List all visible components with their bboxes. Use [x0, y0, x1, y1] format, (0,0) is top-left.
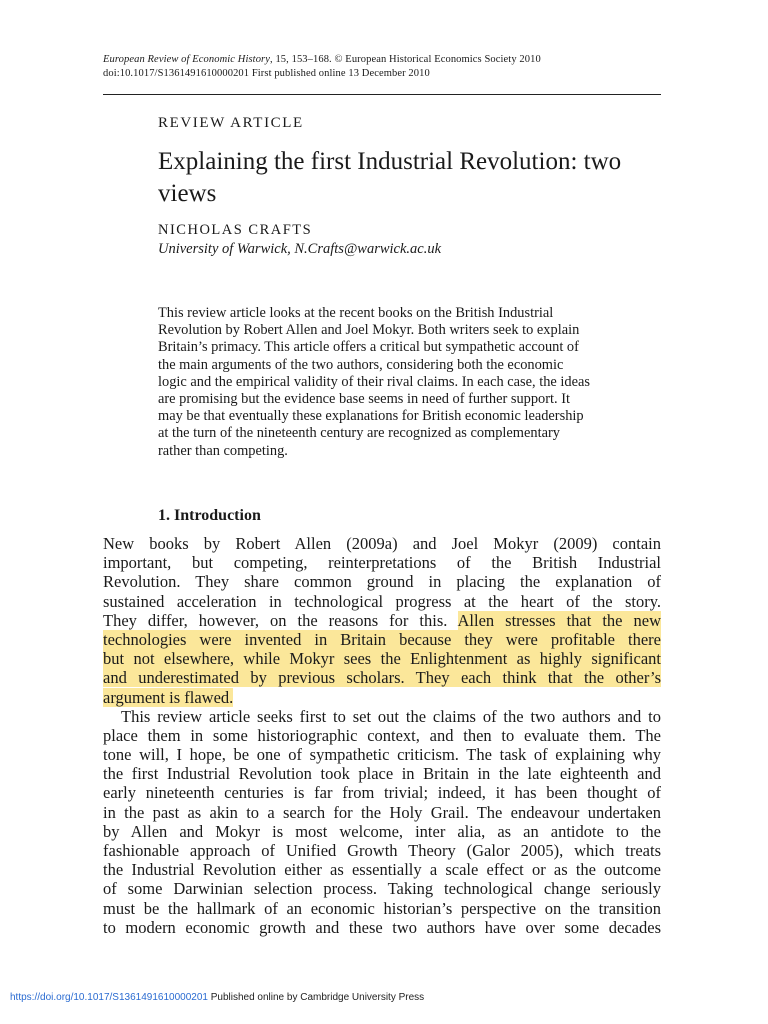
highlighted-text: technologies were invented in Britain because they were profitable there: [103, 629, 661, 649]
abstract-line: are promising but the evidence base seems in need of further support. It: [158, 391, 571, 408]
paragraph-2-line: This review article seeks first to set out the claims of the two authors and to: [121, 706, 661, 726]
paragraph-1-line: important, but competing, reinterpretations of the British Industrial: [103, 553, 661, 573]
paragraph-2-line: by Allen and Mokyr is most welcome, inter alia, as an antidote to the: [103, 821, 661, 841]
body-text: [103, 534, 661, 937]
journal-volume-copyright: , 15, 153–168. © European Historical Economics Society 2010: [270, 54, 541, 65]
article-type-label: REVIEW ARTICLE: [158, 115, 304, 131]
paragraph-2-line: of some Darwinian selection process. Taking technological change seriously: [103, 879, 661, 899]
paragraph-2-line: place them in some historiographic context, and then to evaluate them. The: [103, 725, 661, 745]
abstract-line: Britain’s primacy. This article offers a critical but sympathetic account of: [158, 339, 579, 356]
abstract-line: may be that eventually these explanations for British economic leadership: [158, 408, 584, 425]
abstract-line: Revolution by Robert Allen and Joel Mokyr. Both writers seek to explain: [158, 322, 580, 339]
header-rule: [103, 94, 661, 95]
highlighted-text: but not elsewhere, while Mokyr sees the Enlightenment as highly significant: [103, 649, 661, 669]
author-name: NICHOLAS CRAFTS: [158, 222, 313, 238]
paragraph-1-line: Revolution. They share common ground in placing the explanation of: [103, 572, 661, 592]
journal-citation-line-1: [103, 53, 541, 67]
paragraph-1-line: [103, 649, 661, 668]
paragraph-2-line: the Industrial Revolution either as essentially a scale effect or as the outcome: [103, 860, 661, 880]
paragraph-2-line: to modern economic growth and these two authors have over some decades: [103, 917, 661, 937]
paragraph-1-line: [103, 668, 661, 687]
highlighted-text: and underestimated by previous scholars. They each think that the other’s: [103, 668, 661, 688]
article-title: Explaining the first Industrial Revolution: two views: [158, 148, 622, 207]
journal-name: European Review of Economic History: [103, 54, 270, 65]
paragraph-1-line: New books by Robert Allen (2009a) and Joel Mokyr (2009) contain: [103, 534, 661, 553]
paragraph-2-line: tone will, I hope, be one of sympathetic criticism. The task of explaining why: [103, 745, 661, 765]
paragraph-2-line: the first Industrial Revolution took place in Britain in the late eighteenth and: [103, 764, 661, 784]
highlighted-text: Allen stresses that the new: [457, 610, 661, 630]
journal-citation: [103, 53, 541, 81]
plain-text: They differ, however, on the reasons for this.: [103, 610, 458, 630]
paragraph-1-line: [103, 688, 661, 707]
paragraph-1-line: [103, 611, 661, 630]
paragraph-1-line: [103, 630, 661, 649]
section-heading-introduction: 1. Introduction: [158, 507, 261, 524]
highlighted-text: argument is flawed.: [103, 687, 234, 707]
abstract-line: the main arguments of the two authors, considering both the economic: [158, 356, 564, 373]
paragraph-2-line: fashionable approach of Unified Growth Theory (Galor 2005), which treats: [103, 841, 661, 860]
paragraph-2-line: in the past as akin to a search for the Holy Grail. The endeavour undertaken: [103, 802, 661, 822]
abstract-line: rather than competing.: [158, 442, 288, 459]
paragraph-1-line: sustained acceleration in technological progress at the heart of the story.: [103, 591, 661, 611]
journal-doi-line: doi:10.1017/S1361491610000201 First published online 13 December 2010: [103, 68, 430, 79]
author-affiliation: University of Warwick, N.Crafts@warwick.ac.uk: [158, 241, 442, 257]
abstract-line: at the turn of the nineteenth century are recognized as complementary: [158, 425, 560, 442]
abstract-line: This review article looks at the recent books on the British Industrial: [158, 305, 554, 321]
abstract-line: logic and the empirical validity of their rival claims. In each case, the ideas: [158, 373, 590, 390]
paragraph-2-line: early nineteenth centuries is far from trivial; indeed, it has been thought of: [103, 783, 661, 803]
publisher-note: Published online by Cambridge University Press: [207, 992, 425, 1003]
footer: [10, 992, 424, 1004]
doi-link[interactable]: https://doi.org/10.1017/S1361491610000201: [10, 992, 208, 1003]
paragraph-2-line: must be the hallmark of an economic historian’s perspective on the transition: [103, 898, 661, 918]
abstract: [158, 305, 661, 460]
